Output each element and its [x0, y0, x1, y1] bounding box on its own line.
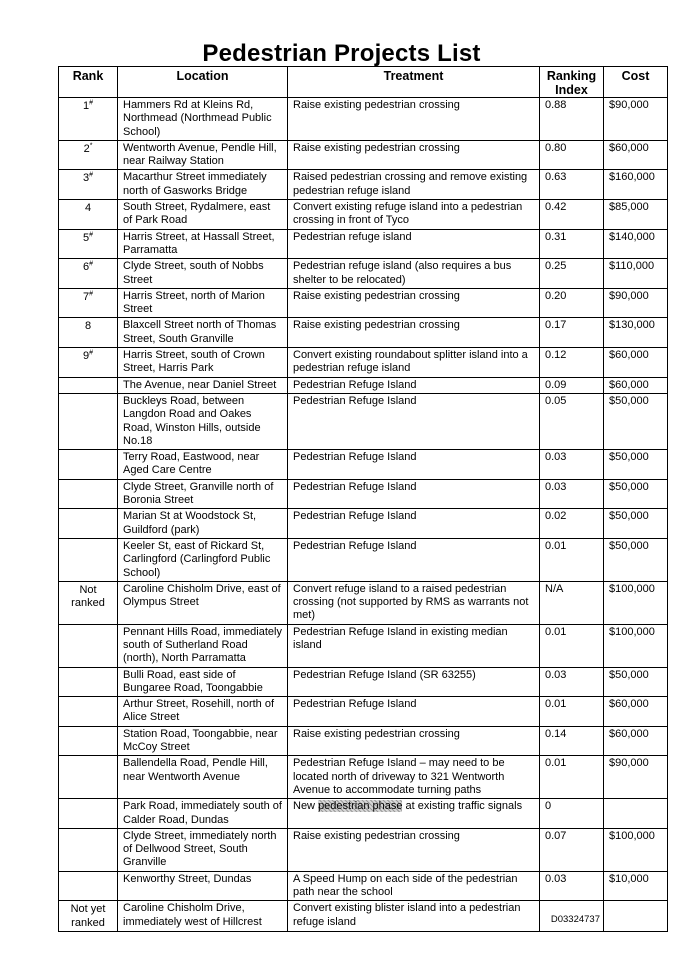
treatment-cell: Raise existing pedestrian crossing	[288, 140, 540, 170]
rank-cell	[59, 667, 118, 697]
location-cell: Marian St at Woodstock St, Guildford (park)	[118, 509, 288, 539]
ranking-index-cell: 0.05	[540, 393, 604, 449]
location-cell: Clyde Street, Granville north of Boronia Street	[118, 479, 288, 509]
location-cell: Macarthur Street immediately north of Gasworks Bridge	[118, 170, 288, 200]
rank-value: 5	[82, 231, 90, 244]
location-cell: Clyde Street, south of Nobbs Street	[118, 259, 288, 289]
location-cell: Caroline Chisholm Drive, east of Olympus Street	[118, 581, 288, 624]
cost-cell: $50,000	[604, 538, 668, 581]
table-row	[59, 667, 668, 697]
rank-footnote-mark: #	[89, 99, 94, 107]
rank-cell	[59, 348, 118, 378]
cost-cell: $50,000	[604, 393, 668, 449]
header-treatment: Treatment	[288, 67, 540, 98]
location-cell: Harris Street, south of Crown Street, Harris Park	[118, 348, 288, 378]
cost-cell: $60,000	[604, 726, 668, 756]
location-cell: Clyde Street, immediately north of Dellwood Street, South Granville	[118, 828, 288, 871]
cost-cell: $100,000	[604, 581, 668, 624]
treatment-cell: Raised pedestrian crossing and remove existing pedestrian refuge island	[288, 170, 540, 200]
ranking-index-cell: 0.20	[540, 288, 604, 318]
rank-value: 1	[82, 100, 90, 112]
treatment-cell: Convert existing roundabout splitter island into a pedestrian refuge island	[288, 348, 540, 378]
location-cell: Bulli Road, east side of Bungaree Road, Toongabbie	[118, 667, 288, 697]
cost-cell: $60,000	[604, 140, 668, 170]
rank-footnote-mark: #	[89, 171, 94, 179]
treatment-cell: Pedestrian refuge island (also requires a bus shelter to be relocated)	[288, 259, 540, 289]
location-cell: Wentworth Avenue, Pendle Hill, near Railway Station	[118, 140, 288, 170]
rank-cell	[59, 756, 118, 799]
table-row	[59, 697, 668, 727]
rank-value: 4	[84, 202, 92, 215]
cost-cell: $90,000	[604, 756, 668, 799]
rank-cell	[59, 509, 118, 539]
rank-cell	[59, 200, 118, 230]
location-cell: Hammers Rd at Kleins Rd, Northmead (Northmead Public School)	[118, 98, 288, 141]
cost-cell: $100,000	[604, 828, 668, 871]
rank-cell	[59, 393, 118, 449]
rank-cell	[59, 697, 118, 727]
cost-cell: $90,000	[604, 98, 668, 141]
table-row	[59, 624, 668, 667]
cost-cell: $130,000	[604, 318, 668, 348]
table-row	[59, 509, 668, 539]
treatment-cell: Convert existing refuge island into a pedestrian crossing in front of Tyco	[288, 200, 540, 230]
rank-footnote-mark: #	[89, 260, 94, 268]
treatment-text: at existing traffic signals	[402, 800, 523, 813]
ranking-index-cell: 0.63	[540, 170, 604, 200]
treatment-cell: Pedestrian Refuge Island	[288, 450, 540, 480]
table-row	[59, 538, 668, 581]
cost-cell: $100,000	[604, 624, 668, 667]
rank-footnote-mark: #	[89, 290, 94, 298]
ranking-index-cell: 0.03	[540, 871, 604, 901]
table-row	[59, 200, 668, 230]
cost-cell: $160,000	[604, 170, 668, 200]
treatment-cell: Raise existing pedestrian crossing	[288, 98, 540, 141]
ranking-index-cell: N/A	[540, 581, 604, 624]
location-cell: Arthur Street, Rosehill, north of Alice Street	[118, 697, 288, 727]
treatment-cell: Pedestrian Refuge Island in existing median island	[288, 624, 540, 667]
location-cell: Blaxcell Street north of Thomas Street, South Granville	[118, 318, 288, 348]
table-row	[59, 479, 668, 509]
rank-value: 8	[84, 320, 92, 333]
cost-cell: $50,000	[604, 667, 668, 697]
treatment-cell: Pedestrian Refuge Island	[288, 377, 540, 393]
rank-cell	[59, 799, 118, 829]
treatment-cell	[288, 799, 540, 829]
rank-cell	[59, 828, 118, 871]
ranking-index-cell: 0.42	[540, 200, 604, 230]
header-location: Location	[118, 67, 288, 98]
cost-cell: $60,000	[604, 377, 668, 393]
table-body	[59, 98, 668, 932]
cost-cell: $60,000	[604, 348, 668, 378]
treatment-cell: Pedestrian refuge island	[288, 229, 540, 259]
ranking-index-cell: 0	[540, 799, 604, 829]
header-cost: Cost	[604, 67, 668, 98]
treatment-cell: Pedestrian Refuge Island	[288, 509, 540, 539]
ranking-index-cell: 0.12	[540, 348, 604, 378]
table-row	[59, 726, 668, 756]
rank-cell	[59, 479, 118, 509]
ranking-index-cell: 0.02	[540, 509, 604, 539]
page-title: Pedestrian Projects List	[202, 40, 481, 67]
rank-cell	[59, 901, 118, 932]
cost-cell: $50,000	[604, 450, 668, 480]
rank-footnote-mark: *	[89, 142, 93, 150]
ranking-index-cell: 0.80	[540, 140, 604, 170]
rank-cell	[59, 318, 118, 348]
ranking-index-cell: 0.01	[540, 538, 604, 581]
table-row	[59, 450, 668, 480]
rank-cell	[59, 140, 118, 170]
rank-cell	[59, 538, 118, 581]
table-row	[59, 393, 668, 449]
rank-cell	[59, 581, 118, 624]
rank-value: Not yet ranked	[70, 903, 106, 929]
rank-cell	[59, 259, 118, 289]
ranking-index-cell: 0.88	[540, 98, 604, 141]
rank-cell	[59, 450, 118, 480]
location-cell: Caroline Chisholm Drive, immediately west of Hillcrest	[118, 901, 288, 932]
location-cell: Park Road, immediately south of Calder Road, Dundas	[118, 799, 288, 829]
ranking-index-cell: 0.14	[540, 726, 604, 756]
ranking-index-cell: 0.09	[540, 377, 604, 393]
ranking-index-cell: 0.31	[540, 229, 604, 259]
ranking-index-cell: 0.01	[540, 624, 604, 667]
location-cell: Kenworthy Street, Dundas	[118, 871, 288, 901]
location-cell: Ballendella Road, Pendle Hill, near Wentworth Avenue	[118, 756, 288, 799]
cost-cell: $50,000	[604, 509, 668, 539]
treatment-cell: Pedestrian Refuge Island	[288, 393, 540, 449]
cost-cell: $90,000	[604, 288, 668, 318]
treatment-cell: Pedestrian Refuge Island – may need to be located north of driveway to 321 Wentworth Avenue to accommodate turning paths	[288, 756, 540, 799]
location-cell: The Avenue, near Daniel Street	[118, 377, 288, 393]
cost-cell: $140,000	[604, 229, 668, 259]
rank-cell	[59, 288, 118, 318]
rank-footnote-mark: #	[89, 231, 94, 239]
treatment-cell: Pedestrian Refuge Island	[288, 479, 540, 509]
location-cell: Harris Street, at Hassall Street, Parramatta	[118, 229, 288, 259]
highlighted-text: pedestrian phase	[318, 800, 403, 813]
treatment-cell: Raise existing pedestrian crossing	[288, 288, 540, 318]
cost-cell	[604, 901, 668, 932]
ranking-index-cell: 0.25	[540, 259, 604, 289]
header-rank: Rank	[59, 67, 118, 98]
rank-cell	[59, 377, 118, 393]
rank-value: 9	[82, 350, 90, 363]
ranking-index-cell: 0.03	[540, 450, 604, 480]
rank-footnote-mark: #	[89, 349, 94, 357]
location-cell: Station Road, Toongabbie, near McCoy Street	[118, 726, 288, 756]
treatment-cell: Convert existing blister island into a pedestrian refuge island	[288, 901, 540, 932]
rank-cell	[59, 726, 118, 756]
table-row	[59, 140, 668, 170]
treatment-cell: Raise existing pedestrian crossing	[288, 726, 540, 756]
table-row	[59, 828, 668, 871]
table-header-row	[59, 67, 668, 98]
table-row	[59, 799, 668, 829]
cost-cell: $85,000	[604, 200, 668, 230]
table-row	[59, 170, 668, 200]
location-cell: Pennant Hills Road, immediately south of Sutherland Road (north), North Parramatta	[118, 624, 288, 667]
treatment-cell: Pedestrian Refuge Island	[288, 538, 540, 581]
ranking-index-cell: 0.17	[540, 318, 604, 348]
table-row	[59, 288, 668, 318]
document-id: D03324737	[550, 914, 600, 925]
table-row	[59, 377, 668, 393]
treatment-text: New	[293, 800, 319, 813]
table-row	[59, 581, 668, 624]
location-cell: Terry Road, Eastwood, near Aged Care Centre	[118, 450, 288, 480]
ranking-index-cell: 0.03	[540, 479, 604, 509]
table-row	[59, 871, 668, 901]
treatment-cell: A Speed Hump on each side of the pedestrian path near the school	[288, 871, 540, 901]
rank-cell	[59, 229, 118, 259]
table-row	[59, 348, 668, 378]
rank-cell	[59, 624, 118, 667]
rank-value: 3	[82, 172, 90, 185]
rank-cell	[59, 98, 118, 141]
rank-value: 7	[82, 290, 90, 303]
rank-value: Not ranked	[71, 583, 105, 610]
ranking-index-cell: 0.01	[540, 756, 604, 799]
table-row	[59, 756, 668, 799]
cost-cell	[604, 799, 668, 829]
cost-cell: $60,000	[604, 697, 668, 727]
ranking-index-cell: 0.03	[540, 667, 604, 697]
rank-cell	[59, 170, 118, 200]
location-cell: South Street, Rydalmere, east of Park Road	[118, 200, 288, 230]
cost-cell: $10,000	[604, 871, 668, 901]
treatment-cell: Raise existing pedestrian crossing	[288, 318, 540, 348]
rank-cell	[59, 871, 118, 901]
table-row	[59, 318, 668, 348]
projects-table	[58, 66, 668, 932]
ranking-index-cell: 0.07	[540, 828, 604, 871]
location-cell: Harris Street, north of Marion Street	[118, 288, 288, 318]
treatment-cell: Convert refuge island to a raised pedestrian crossing (not supported by RMS as warrants not met)	[288, 581, 540, 624]
table-row	[59, 98, 668, 141]
treatment-cell: Raise existing pedestrian crossing	[288, 828, 540, 871]
ranking-index-cell: 0.01	[540, 697, 604, 727]
location-cell: Buckleys Road, between Langdon Road and Oakes Road, Winston Hills, outside No.18	[118, 393, 288, 449]
cost-cell: $110,000	[604, 259, 668, 289]
rank-value: 6	[82, 261, 90, 274]
table-row	[59, 259, 668, 289]
table-row	[59, 229, 668, 259]
rank-value: 2	[83, 142, 90, 155]
header-ranking-index: Ranking Index	[540, 67, 604, 98]
treatment-cell: Pedestrian Refuge Island (SR 63255)	[288, 667, 540, 697]
cost-cell: $50,000	[604, 479, 668, 509]
treatment-cell: Pedestrian Refuge Island	[288, 697, 540, 727]
location-cell: Keeler St, east of Rickard St, Carlingford (Carlingford Public School)	[118, 538, 288, 581]
